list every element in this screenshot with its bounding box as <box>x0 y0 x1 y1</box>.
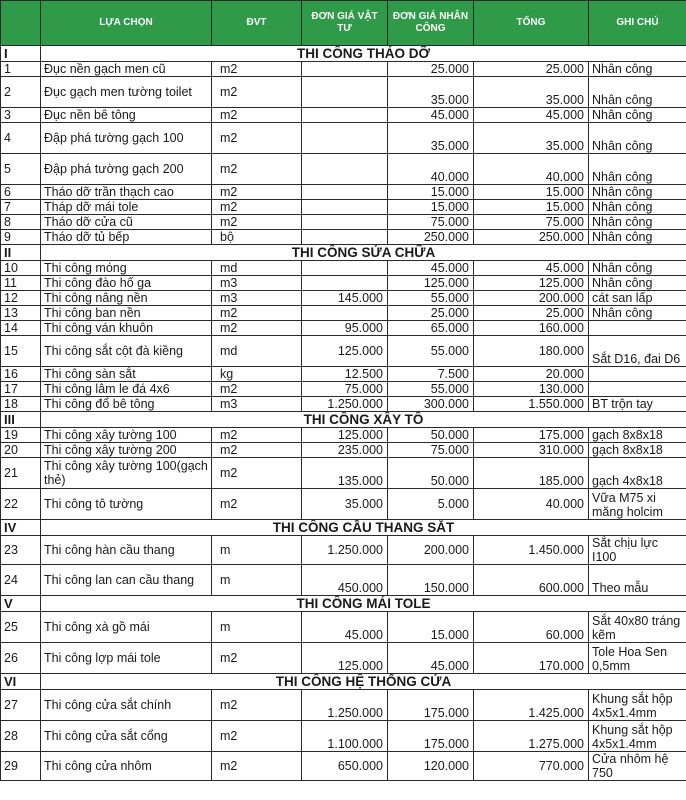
row-number: 27 <box>1 690 41 721</box>
section-title: THI CÔNG SỬA CHỮA <box>41 245 686 261</box>
unit-cell: m2 <box>212 489 302 520</box>
labor-price: 75.000 <box>388 443 474 458</box>
item-name: Thi công sắt cột đà kiềng <box>41 336 212 367</box>
note-cell <box>589 382 686 397</box>
table-row <box>1 291 686 306</box>
unit-cell: m2 <box>212 62 302 77</box>
material-price <box>302 62 388 77</box>
unit-cell: m <box>212 612 302 643</box>
table-row <box>1 721 686 752</box>
table-row <box>1 643 686 674</box>
table-row <box>1 536 686 565</box>
note-cell: gạch 8x8x18 <box>589 428 686 443</box>
table-row <box>1 261 686 276</box>
table-row <box>1 230 686 245</box>
row-number: 20 <box>1 443 41 458</box>
row-number: 28 <box>1 721 41 752</box>
unit-cell: m2 <box>212 428 302 443</box>
note-cell: Nhân công <box>589 77 686 108</box>
table-row <box>1 215 686 230</box>
total-price: 180.000 <box>474 336 589 367</box>
total-price: 60.000 <box>474 612 589 643</box>
item-name: Thi công cửa nhôm <box>41 752 212 781</box>
note-cell: Sắt D16, đai D6 <box>589 336 686 367</box>
row-number: 17 <box>1 382 41 397</box>
item-name: Đập phá tường gạch 100 <box>41 123 212 154</box>
unit-cell: bộ <box>212 230 302 245</box>
total-price: 200.000 <box>474 291 589 306</box>
section-row <box>1 46 686 62</box>
total-price: 15.000 <box>474 185 589 200</box>
table-row <box>1 62 686 77</box>
labor-price: 50.000 <box>388 428 474 443</box>
labor-price: 125.000 <box>388 276 474 291</box>
note-cell: Nhân công <box>589 215 686 230</box>
unit-cell: m2 <box>212 154 302 185</box>
row-number: 13 <box>1 306 41 321</box>
item-name: Đục gạch men tường toilet <box>41 77 212 108</box>
section-row <box>1 412 686 428</box>
note-cell: Sắt 40x80 tráng kẽm <box>589 612 686 643</box>
labor-price: 40.000 <box>388 154 474 185</box>
material-price <box>302 200 388 215</box>
table-row <box>1 306 686 321</box>
row-number: 29 <box>1 752 41 781</box>
unit-cell: m3 <box>212 397 302 412</box>
labor-price: 45.000 <box>388 108 474 123</box>
material-price: 45.000 <box>302 612 388 643</box>
material-price <box>302 261 388 276</box>
note-cell: Nhân công <box>589 123 686 154</box>
material-price: 35.000 <box>302 489 388 520</box>
section-roman: II <box>1 245 41 261</box>
total-price: 75.000 <box>474 215 589 230</box>
item-name: Thi công lợp mái tole <box>41 643 212 674</box>
labor-price: 200.000 <box>388 536 474 565</box>
section-roman: V <box>1 596 41 612</box>
labor-price: 15.000 <box>388 612 474 643</box>
total-price: 35.000 <box>474 77 589 108</box>
item-name: Thi công tô tường <box>41 489 212 520</box>
material-price <box>302 77 388 108</box>
item-name: Thi công đào hố ga <box>41 276 212 291</box>
material-price: 650.000 <box>302 752 388 781</box>
table-row <box>1 443 686 458</box>
material-price: 125.000 <box>302 336 388 367</box>
material-price: 135.000 <box>302 458 388 489</box>
labor-price: 35.000 <box>388 123 474 154</box>
table-row <box>1 458 686 489</box>
note-cell: Tole Hoa Sen 0,5mm <box>589 643 686 674</box>
section-roman: IV <box>1 520 41 536</box>
total-price: 1.450.000 <box>474 536 589 565</box>
section-row <box>1 596 686 612</box>
labor-price: 55.000 <box>388 336 474 367</box>
total-price: 170.000 <box>474 643 589 674</box>
note-cell <box>589 367 686 382</box>
item-name: Thi công cửa sắt chính <box>41 690 212 721</box>
labor-price: 50.000 <box>388 458 474 489</box>
unit-cell: m2 <box>212 108 302 123</box>
header-total: TỔNG <box>474 1 589 46</box>
material-price: 450.000 <box>302 565 388 596</box>
labor-price: 65.000 <box>388 321 474 336</box>
material-price: 75.000 <box>302 382 388 397</box>
labor-price: 45.000 <box>388 261 474 276</box>
material-price: 235.000 <box>302 443 388 458</box>
unit-cell: m2 <box>212 200 302 215</box>
labor-price: 55.000 <box>388 382 474 397</box>
note-cell: Nhân công <box>589 230 686 245</box>
row-number: 22 <box>1 489 41 520</box>
section-title: THI CÔNG HỆ THỐNG CỬA <box>41 674 686 690</box>
item-name: Thi công ban nền <box>41 306 212 321</box>
total-price: 600.000 <box>474 565 589 596</box>
row-number: 3 <box>1 108 41 123</box>
table-row <box>1 185 686 200</box>
section-title: THI CÔNG THÁO DỠ <box>41 46 686 62</box>
item-name: Tháo dỡ trần thạch cao <box>41 185 212 200</box>
unit-cell: m <box>212 536 302 565</box>
section-title: THI CÔNG XÂY TÔ <box>41 412 686 428</box>
section-title: THI CÔNG MÁI TOLE <box>41 596 686 612</box>
labor-price: 25.000 <box>388 62 474 77</box>
labor-price: 300.000 <box>388 397 474 412</box>
total-price: 20.000 <box>474 367 589 382</box>
header-labor-price: ĐƠN GIÁ NHÂN CÔNG <box>388 1 474 46</box>
item-name: Thi công lan can cầu thang <box>41 565 212 596</box>
header-material-price: ĐƠN GIÁ VẬT TƯ <box>302 1 388 46</box>
row-number: 1 <box>1 62 41 77</box>
item-name: Thi công đổ bê tông <box>41 397 212 412</box>
unit-cell: m2 <box>212 643 302 674</box>
labor-price: 15.000 <box>388 200 474 215</box>
labor-price: 120.000 <box>388 752 474 781</box>
section-roman: III <box>1 412 41 428</box>
row-number: 12 <box>1 291 41 306</box>
item-name: Đập phá tường gạch 200 <box>41 154 212 185</box>
unit-cell: m2 <box>212 690 302 721</box>
note-cell: gạch 8x8x18 <box>589 443 686 458</box>
section-roman: VI <box>1 674 41 690</box>
row-number: 18 <box>1 397 41 412</box>
item-name: Thi công xây tường 100 <box>41 428 212 443</box>
total-price: 45.000 <box>474 108 589 123</box>
material-price <box>302 306 388 321</box>
labor-price: 250.000 <box>388 230 474 245</box>
note-cell: gạch 4x8x18 <box>589 458 686 489</box>
total-price: 35.000 <box>474 123 589 154</box>
row-number: 19 <box>1 428 41 443</box>
labor-price: 150.000 <box>388 565 474 596</box>
unit-cell: m2 <box>212 382 302 397</box>
table-row <box>1 77 686 108</box>
material-price <box>302 230 388 245</box>
labor-price: 15.000 <box>388 185 474 200</box>
unit-cell: m2 <box>212 215 302 230</box>
note-cell: Nhân công <box>589 185 686 200</box>
note-cell: cát san lấp <box>589 291 686 306</box>
table-row <box>1 690 686 721</box>
unit-cell: m3 <box>212 276 302 291</box>
unit-cell: m2 <box>212 321 302 336</box>
item-name: Thi công xây tường 200 <box>41 443 212 458</box>
note-cell: Nhân công <box>589 306 686 321</box>
row-number: 26 <box>1 643 41 674</box>
row-number: 24 <box>1 565 41 596</box>
total-price: 15.000 <box>474 200 589 215</box>
row-number: 2 <box>1 77 41 108</box>
row-number: 16 <box>1 367 41 382</box>
table-row <box>1 321 686 336</box>
table-row <box>1 565 686 596</box>
row-number: 25 <box>1 612 41 643</box>
unit-cell: m3 <box>212 291 302 306</box>
item-name: Tháo dỡ cửa cũ <box>41 215 212 230</box>
item-name: Thi công sàn sắt <box>41 367 212 382</box>
note-cell: Nhân công <box>589 62 686 77</box>
item-name: Đục nền bê tông <box>41 108 212 123</box>
note-cell: Nhân công <box>589 154 686 185</box>
unit-cell: m2 <box>212 458 302 489</box>
item-name: Thi công xà gồ mái <box>41 612 212 643</box>
note-cell <box>589 321 686 336</box>
material-price: 12.500 <box>302 367 388 382</box>
material-price <box>302 108 388 123</box>
material-price: 1.250.000 <box>302 536 388 565</box>
total-price: 40.000 <box>474 489 589 520</box>
unit-cell: m2 <box>212 721 302 752</box>
labor-price: 175.000 <box>388 690 474 721</box>
note-cell: Theo mẫu <box>589 565 686 596</box>
table-row <box>1 108 686 123</box>
unit-cell: md <box>212 261 302 276</box>
section-row <box>1 520 686 536</box>
price-table-body <box>1 1 686 781</box>
item-name: Thi công nâng nền <box>41 291 212 306</box>
section-roman: I <box>1 46 41 62</box>
note-cell: Cửa nhôm hệ 750 <box>589 752 686 781</box>
note-cell: Sắt chịu lực I100 <box>589 536 686 565</box>
unit-cell: m2 <box>212 123 302 154</box>
unit-cell: m2 <box>212 77 302 108</box>
unit-cell: m2 <box>212 185 302 200</box>
total-price: 1.425.000 <box>474 690 589 721</box>
note-cell: Nhân công <box>589 261 686 276</box>
row-number: 9 <box>1 230 41 245</box>
item-name: Thi công ván khuôn <box>41 321 212 336</box>
table-row <box>1 367 686 382</box>
labor-price: 7.500 <box>388 367 474 382</box>
labor-price: 55.000 <box>388 291 474 306</box>
material-price <box>302 215 388 230</box>
total-price: 310.000 <box>474 443 589 458</box>
item-name: Đục nền gạch men cũ <box>41 62 212 77</box>
row-number: 14 <box>1 321 41 336</box>
row-number: 10 <box>1 261 41 276</box>
row-number: 4 <box>1 123 41 154</box>
table-row <box>1 612 686 643</box>
table-row <box>1 382 686 397</box>
row-number: 11 <box>1 276 41 291</box>
row-number: 5 <box>1 154 41 185</box>
note-cell: Nhân công <box>589 200 686 215</box>
row-number: 8 <box>1 215 41 230</box>
header-index-cell <box>1 1 41 46</box>
material-price: 1.250.000 <box>302 690 388 721</box>
labor-price: 5.000 <box>388 489 474 520</box>
item-name: Tháo dỡ tủ bếp <box>41 230 212 245</box>
material-price <box>302 276 388 291</box>
item-name: Tháp dỡ mái tole <box>41 200 212 215</box>
material-price: 125.000 <box>302 643 388 674</box>
note-cell: Khung sắt hộp 4x5x1.4mm <box>589 690 686 721</box>
row-number: 6 <box>1 185 41 200</box>
total-price: 125.000 <box>474 276 589 291</box>
total-price: 175.000 <box>474 428 589 443</box>
total-price: 250.000 <box>474 230 589 245</box>
total-price: 130.000 <box>474 382 589 397</box>
material-price: 1.250.000 <box>302 397 388 412</box>
material-price <box>302 154 388 185</box>
total-price: 1.275.000 <box>474 721 589 752</box>
material-price: 125.000 <box>302 428 388 443</box>
material-price <box>302 185 388 200</box>
table-row <box>1 200 686 215</box>
item-name: Thi công xây tường 100(gạch thẻ) <box>41 458 212 489</box>
total-price: 160.000 <box>474 321 589 336</box>
table-row <box>1 336 686 367</box>
row-number: 15 <box>1 336 41 367</box>
table-row <box>1 397 686 412</box>
section-row <box>1 674 686 690</box>
material-price <box>302 123 388 154</box>
total-price: 1.550.000 <box>474 397 589 412</box>
note-cell: Khung sắt hộp 4x5x1.4mm <box>589 721 686 752</box>
labor-price: 175.000 <box>388 721 474 752</box>
unit-cell: m2 <box>212 306 302 321</box>
table-row <box>1 489 686 520</box>
unit-cell: md <box>212 336 302 367</box>
note-cell: Vữa M75 xi măng holcim <box>589 489 686 520</box>
table-row <box>1 752 686 781</box>
header-note: GHI CHÚ <box>589 1 686 46</box>
unit-cell: kg <box>212 367 302 382</box>
total-price: 25.000 <box>474 306 589 321</box>
table-row <box>1 123 686 154</box>
total-price: 40.000 <box>474 154 589 185</box>
table-row <box>1 154 686 185</box>
material-price: 1.100.000 <box>302 721 388 752</box>
total-price: 25.000 <box>474 62 589 77</box>
section-row <box>1 245 686 261</box>
note-cell: BT trộn tay <box>589 397 686 412</box>
material-price: 145.000 <box>302 291 388 306</box>
total-price: 770.000 <box>474 752 589 781</box>
header-row <box>1 1 686 46</box>
table-row <box>1 428 686 443</box>
total-price: 45.000 <box>474 261 589 276</box>
unit-cell: m <box>212 565 302 596</box>
section-title: THI CÔNG CẦU THANG SẮT <box>41 520 686 536</box>
material-price: 95.000 <box>302 321 388 336</box>
labor-price: 45.000 <box>388 643 474 674</box>
note-cell: Nhân công <box>589 108 686 123</box>
total-price: 185.000 <box>474 458 589 489</box>
item-name: Thi công móng <box>41 261 212 276</box>
row-number: 21 <box>1 458 41 489</box>
labor-price: 75.000 <box>388 215 474 230</box>
header-unit: ĐVT <box>212 1 302 46</box>
item-name: Thi công lâm le đá 4x6 <box>41 382 212 397</box>
note-cell: Nhân công <box>589 276 686 291</box>
item-name: Thi công hàn cầu thang <box>41 536 212 565</box>
unit-cell: m2 <box>212 443 302 458</box>
item-name: Thi công cửa sắt cổng <box>41 721 212 752</box>
row-number: 7 <box>1 200 41 215</box>
table-row <box>1 276 686 291</box>
labor-price: 35.000 <box>388 77 474 108</box>
row-number: 23 <box>1 536 41 565</box>
labor-price: 25.000 <box>388 306 474 321</box>
unit-cell: m2 <box>212 752 302 781</box>
header-option: LỰA CHỌN <box>41 1 212 46</box>
